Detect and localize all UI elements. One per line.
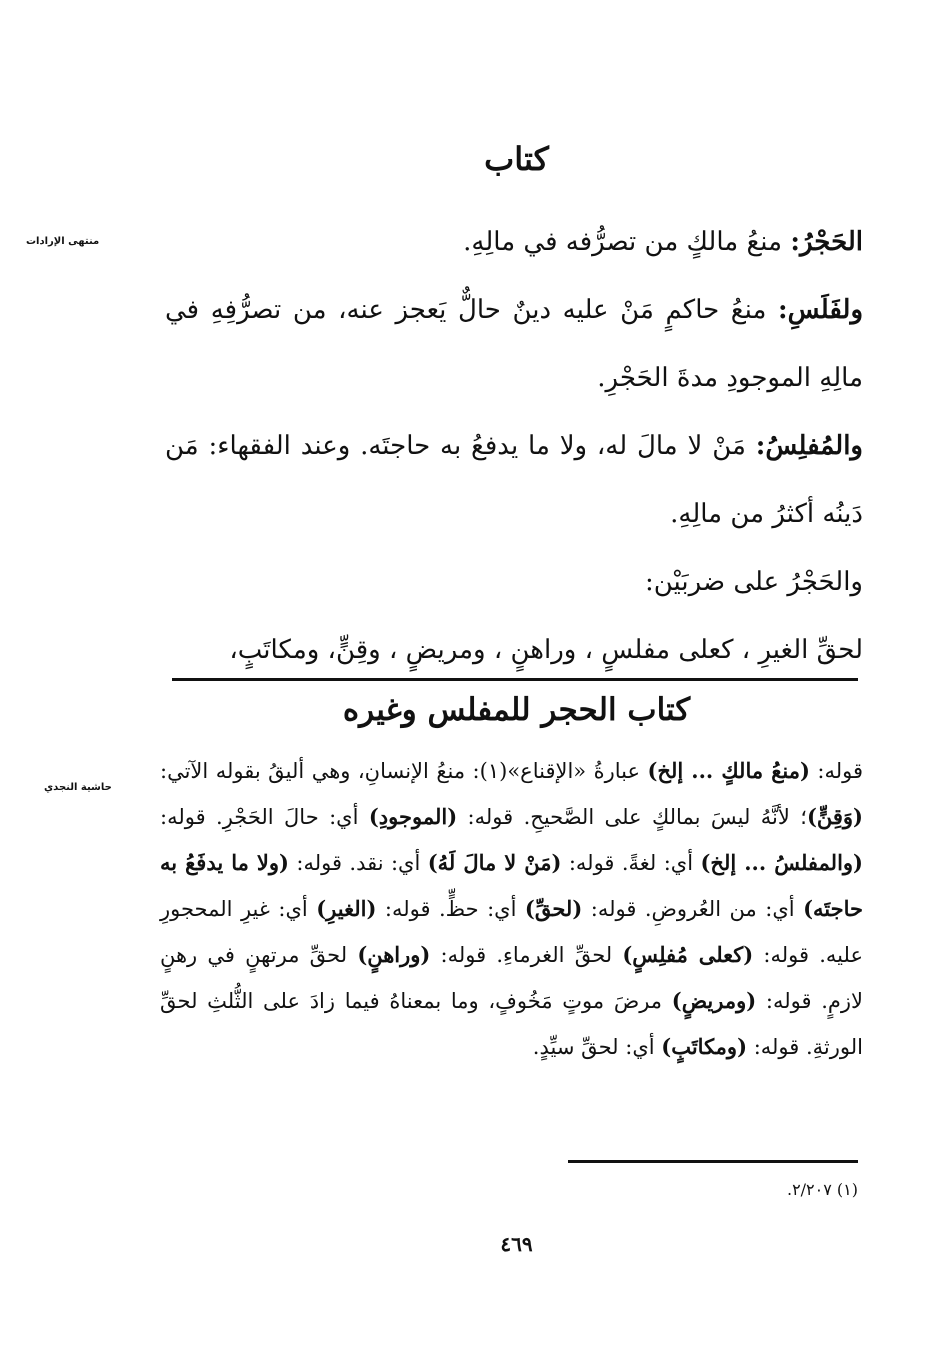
- footnote-divider: [568, 1160, 858, 1163]
- matn-text: [165, 208, 863, 684]
- hajr-definition: [165, 208, 863, 276]
- footnote: (١) ٢/٢٠٧.: [786, 1180, 858, 1199]
- haqq-ghair-line: لحقِّ الغيرِ ، كعلى مفلسٍ ، وراهنٍ ، ومريضٍ ، وقِنٍّ، ومكاتَبٍ،: [229, 635, 863, 665]
- hashia-quoted-phrase: (ومريضٍ): [671, 988, 757, 1013]
- hashia-quoted-phrase: (ومكاتَبٍ): [661, 1034, 748, 1059]
- hashia-text-segment: أي: لغةً. قوله:: [561, 851, 701, 875]
- hashia-text-segment: : منعُ الإنسانِ، وهي أليقُ بقوله الآتي:: [160, 759, 480, 783]
- hashia-text-segment: أي: غيرِ المحجورِ عليه. قوله:: [160, 897, 863, 967]
- hashia-text-segment: أي: نقد. قوله:: [288, 851, 428, 875]
- hashia-quoted-phrase: (والمفلسُ ... إلخ): [700, 850, 863, 875]
- muflis-term: والمُفلِسُ:: [755, 431, 863, 461]
- hashia-text-segment: أي: من العُروضِ. قوله:: [582, 897, 804, 921]
- hashia-text-segment: أي: لحقِّ سيِّدٍ.: [532, 1035, 662, 1059]
- page-number: ٤٦٩: [500, 1232, 533, 1256]
- hashia-quoted-phrase: (لحقِّ): [524, 896, 583, 921]
- taflis-definition: [165, 276, 863, 412]
- side-label-muntaha: منتهى الإرادات: [26, 236, 100, 247]
- muflis-definition: [165, 412, 863, 548]
- hashia-quoted-phrase: (الغيرِ): [316, 896, 377, 921]
- taflis-term: ولفَلَسِ:: [778, 295, 863, 325]
- taflis-def: منعُ حاكمٍ مَنْ عليه دينٌ حالٌّ يَعجز عنه، من تصرُّفِهِ في مالِهِ الموجودِ مدةَ الحَجْرِ.: [165, 295, 863, 393]
- hashia-text-segment: عبارةُ «الإقناع»: [507, 759, 648, 783]
- hashia-quoted-phrase: (مَنْ لا مالَ لَهُ): [427, 850, 562, 875]
- hashia-text-segment: مرضَ موتٍ مَخُوفٍ، وما بمعناهُ فيما زادَ على الثُّلثِ لحقِّ الورثةِ. قوله:: [160, 989, 863, 1059]
- hajr-def: منعُ مالكٍ من تصرُّفه في مالِهِ.: [463, 227, 791, 257]
- side-label-hashia: حاشية النجدي: [44, 782, 112, 793]
- hashia-quoted-phrase: (منعُ مالكٍ ... إلخ): [647, 758, 810, 783]
- hashia-text-segment: (١): [479, 759, 508, 783]
- hashia-text-segment: أي: حظٍّ. قوله:: [376, 897, 525, 921]
- hashia-text-segment: أي: حالَ الحَجْرِ. قوله:: [160, 805, 369, 829]
- hashia-text-segment: ؛ لأنَّهُ ليسَ بمالكٍ على الصَّحيحِ. قوله:: [457, 805, 807, 829]
- hajr-term: الحَجْرُ:: [790, 227, 863, 257]
- hashia-text-segment: لحقِّ الغرماءِ. قوله:: [430, 943, 623, 967]
- hashia-quoted-phrase: (وَقِنٍّ): [806, 804, 863, 829]
- hashia-text-segment: قوله:: [809, 759, 863, 783]
- hashia-quoted-phrase: (كعلى مُفلِسٍ): [622, 942, 754, 967]
- darbain-line: والحَجْرُ على ضربَيْن:: [645, 567, 863, 597]
- hashia-quoted-phrase: (ولا ما يدفَعُ به حاجتَه): [160, 850, 863, 921]
- hashia-quoted-phrase: (الموجودِ): [368, 804, 458, 829]
- hashia-text-segment: لحقِّ مرتهنٍ في رهنٍ لازمٍ. قوله:: [160, 943, 863, 1013]
- hashia-paragraph: [160, 748, 863, 1070]
- hashia-commentary: [160, 748, 863, 1070]
- book-title: كتاب: [484, 140, 549, 178]
- muflis-def: مَنْ لا مالَ له، ولا ما يدفعُ به حاجتَه. وعند الفقهاء: مَن دَينُه أكثرُ من مالِهِ.: [165, 431, 863, 529]
- section-divider: [172, 678, 858, 681]
- section-title: كتاب الحجر للمفلس وغيره: [342, 692, 691, 728]
- hashia-quoted-phrase: (وراهنٍ): [357, 942, 431, 967]
